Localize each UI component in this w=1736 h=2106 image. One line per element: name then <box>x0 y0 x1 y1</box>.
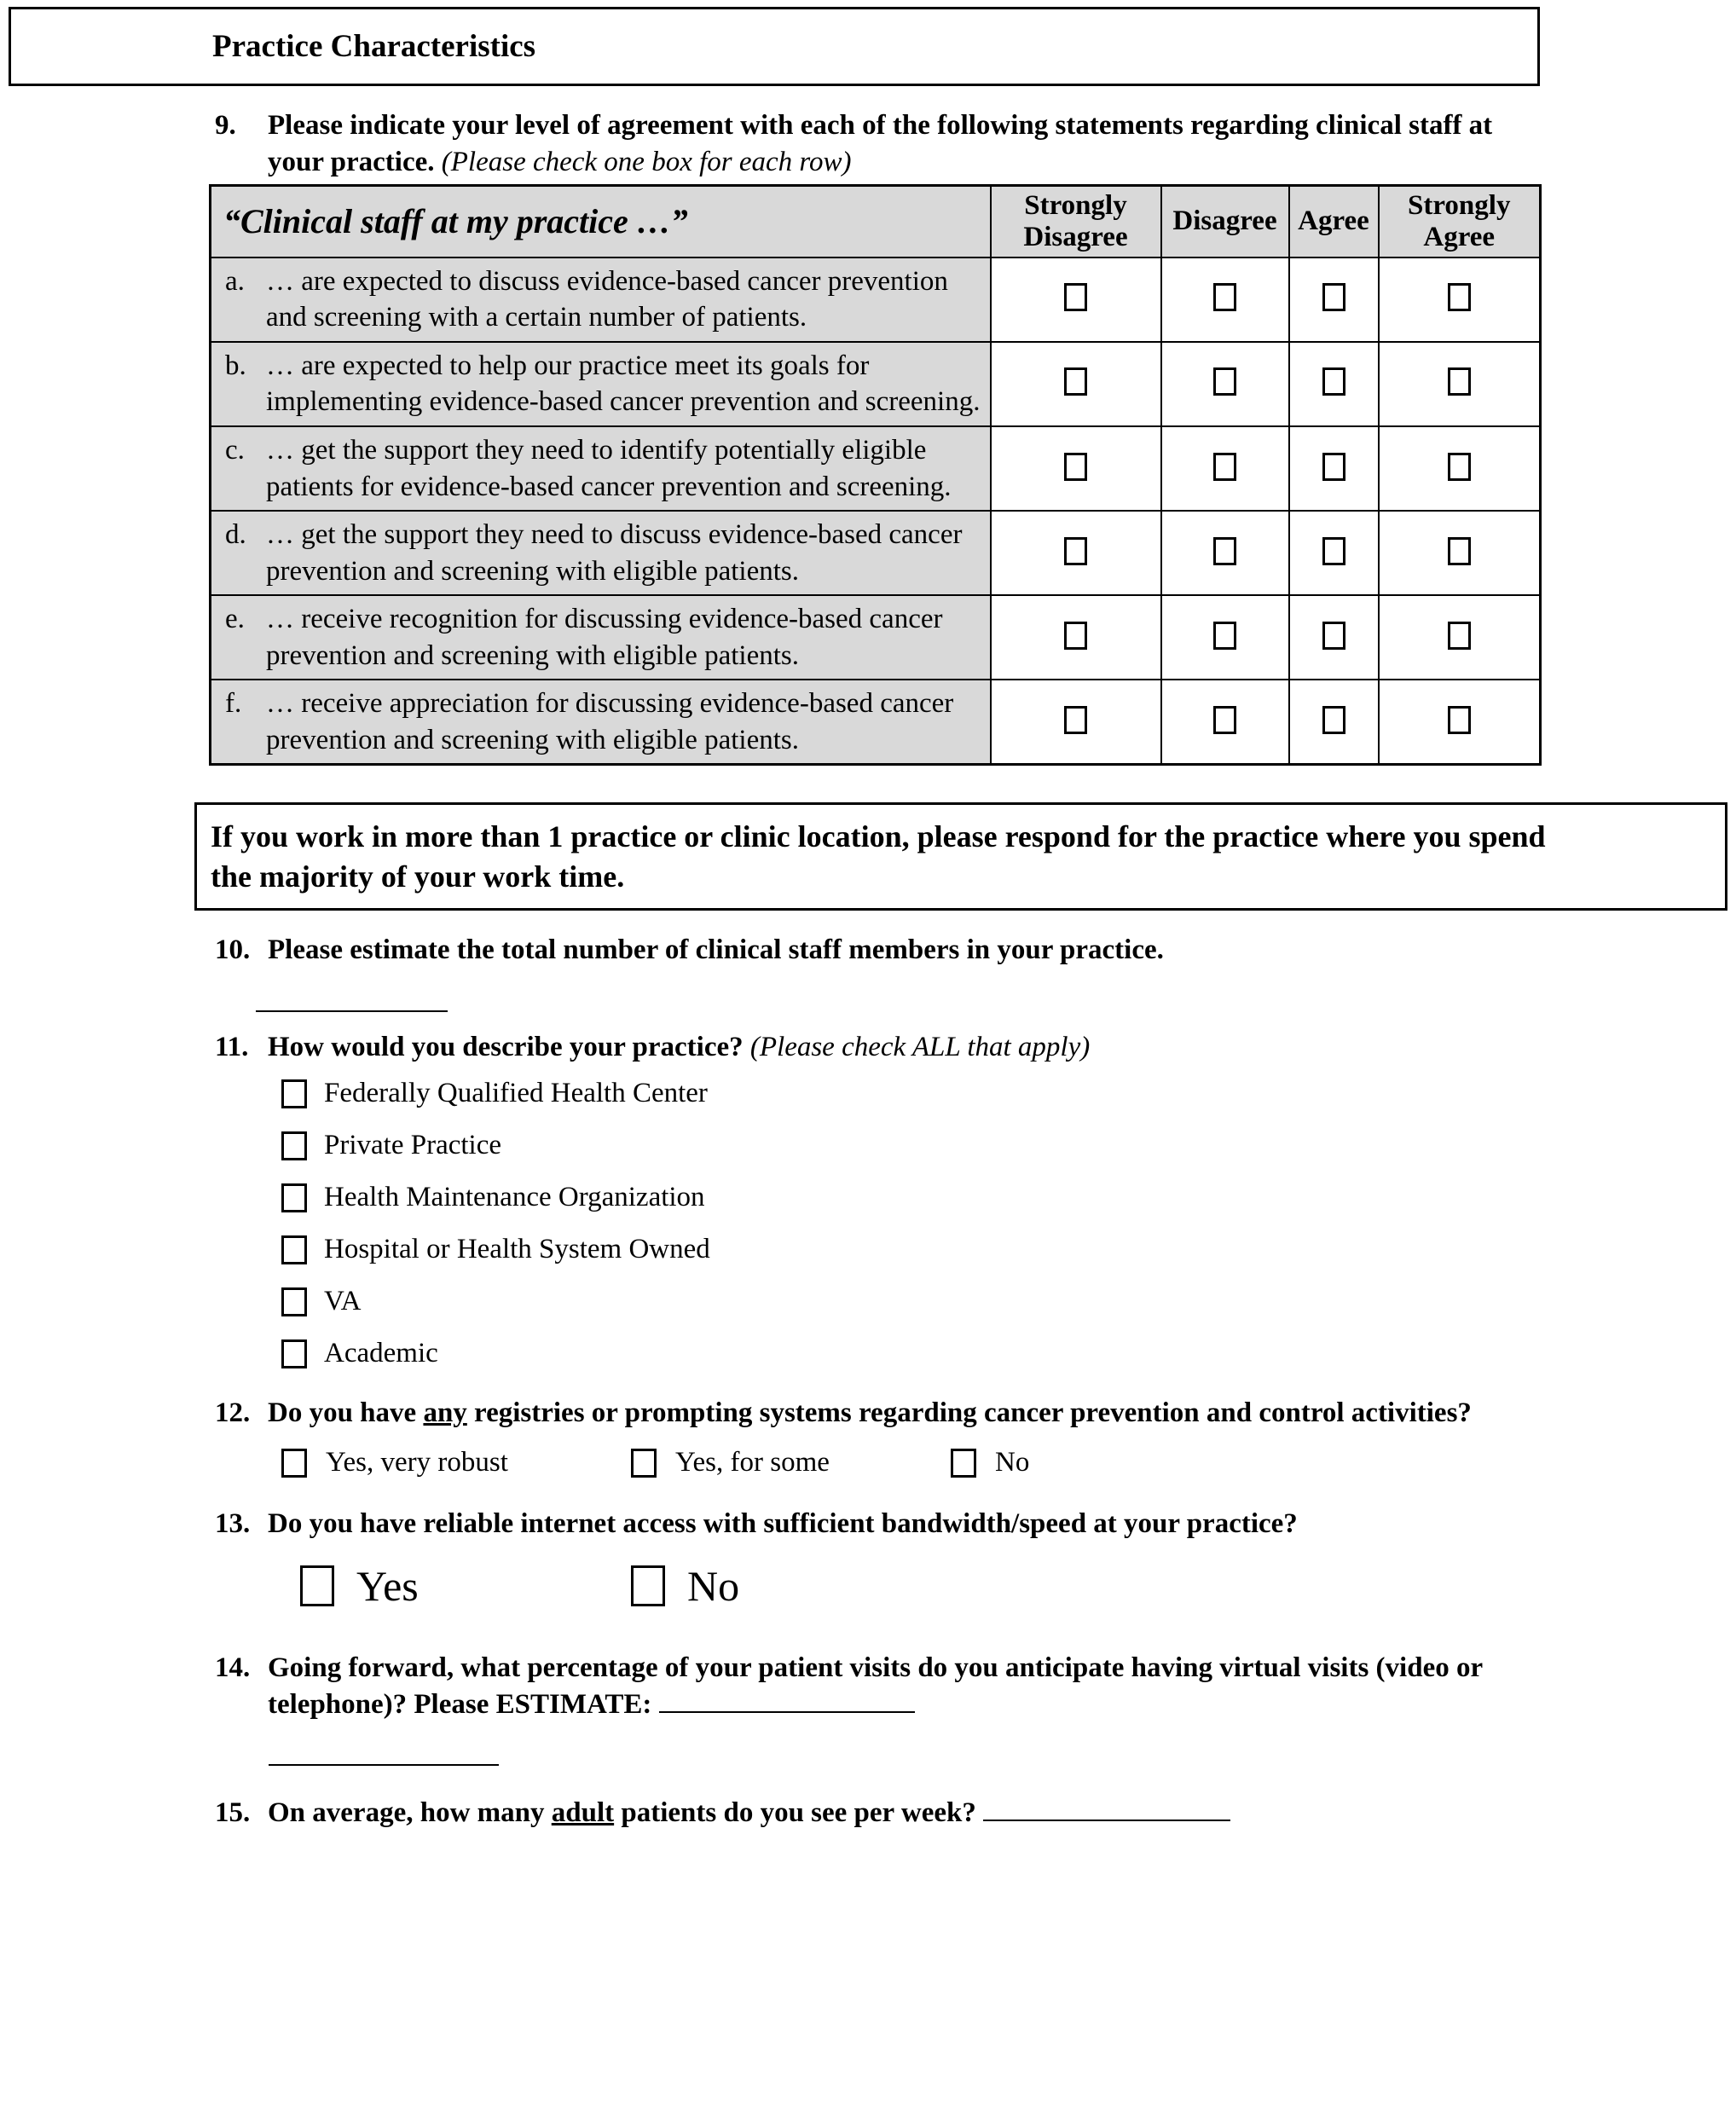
question-15-prompt-post: patients do you see per week? <box>621 1796 976 1828</box>
q14-answer-blank[interactable] <box>269 1740 499 1766</box>
option-label: VA <box>324 1286 362 1317</box>
row-statement: … get the support they need to identify potentially eligible patients for evidence-based cancer prevention and screening. <box>266 434 952 502</box>
cell-disagree <box>1161 342 1289 426</box>
checkbox-strongly-agree[interactable] <box>1448 537 1471 565</box>
row-statement: … are expected to help our practice meet its goals for implementing evidence-based cancer prevention and screening. <box>266 350 981 418</box>
checkbox-strongly-agree[interactable] <box>1448 367 1471 396</box>
option-checkbox[interactable] <box>281 1079 307 1108</box>
column-header-strongly-agree: Strongly Agree <box>1379 185 1541 257</box>
q13-option-row <box>300 1561 1736 1611</box>
note-text: If you work in more than 1 practice or clinic location, please respond for the practice where you spend the majority of your work time. <box>211 819 1546 894</box>
checkbox-strongly-disagree[interactable] <box>1064 537 1087 565</box>
column-header-strongly-disagree: Strongly Disagree <box>991 185 1161 257</box>
row-label: d. <box>225 519 246 551</box>
option-checkbox[interactable] <box>631 1565 665 1606</box>
checkbox-disagree[interactable] <box>1213 367 1236 396</box>
question-14-text <box>268 1650 1548 1723</box>
q15-answer-blank[interactable] <box>983 1796 1230 1821</box>
checkbox-strongly-disagree[interactable] <box>1064 453 1087 481</box>
agreement-table <box>209 184 1542 767</box>
option-yes-very-robust <box>281 1447 631 1478</box>
option-no <box>951 1447 1029 1478</box>
cell-strongly-disagree <box>991 680 1161 765</box>
cell-agree <box>1289 426 1379 511</box>
cell-strongly-agree <box>1379 342 1541 426</box>
cell-agree <box>1289 680 1379 765</box>
option-no <box>631 1561 739 1611</box>
option-checkbox[interactable] <box>281 1131 307 1160</box>
cell-agree <box>1289 595 1379 680</box>
checkbox-agree[interactable] <box>1322 706 1345 734</box>
checkbox-strongly-agree[interactable] <box>1448 706 1471 734</box>
option-checkbox[interactable] <box>281 1235 307 1264</box>
question-9-prompt: Please indicate your level of agreement with each of the following statements regarding clinical staff at your practice. <box>268 110 1493 177</box>
question-15-prompt-underlined: adult <box>551 1796 615 1828</box>
question-9-instruction: (Please check one box for each row) <box>441 146 852 177</box>
cell-strongly-disagree <box>991 257 1161 342</box>
q14-estimate-blank[interactable] <box>659 1687 915 1713</box>
q11-option-list <box>281 1078 1736 1369</box>
statement-cell <box>211 257 991 342</box>
checkbox-disagree[interactable] <box>1213 537 1236 565</box>
question-12-text <box>268 1395 1548 1432</box>
cell-disagree <box>1161 595 1289 680</box>
question-13-number: 13. <box>215 1508 251 1540</box>
option-hospital-or-health-system-owned <box>281 1234 1736 1265</box>
row-statement: … receive recognition for discussing evidence-based cancer prevention and screening with eligible patients. <box>266 604 943 671</box>
option-label: Yes, very robust <box>326 1447 508 1478</box>
option-label: No <box>687 1562 740 1611</box>
option-label: Federally Qualified Health Center <box>324 1078 708 1109</box>
checkbox-strongly-disagree[interactable] <box>1064 367 1087 396</box>
option-checkbox[interactable] <box>281 1339 307 1368</box>
cell-agree <box>1289 342 1379 426</box>
question-9 <box>215 107 1548 181</box>
cell-strongly-disagree <box>991 511 1161 595</box>
statement-cell <box>211 342 991 426</box>
checkbox-strongly-disagree[interactable] <box>1064 283 1087 311</box>
checkbox-disagree[interactable] <box>1213 622 1236 650</box>
option-academic <box>281 1338 1736 1369</box>
question-11-prompt: How would you describe your practice? <box>268 1032 744 1063</box>
option-va <box>281 1286 1736 1317</box>
checkbox-strongly-disagree[interactable] <box>1064 706 1087 734</box>
table-row-d <box>211 511 1541 595</box>
instruction-note-box <box>194 802 1727 910</box>
checkbox-agree[interactable] <box>1322 537 1345 565</box>
option-label: Yes <box>356 1562 419 1611</box>
question-15 <box>215 1795 1548 1831</box>
checkbox-disagree[interactable] <box>1213 283 1236 311</box>
table-row-c <box>211 426 1541 511</box>
table-stem-header: “Clinical staff at my practice …” <box>211 185 991 257</box>
cell-agree <box>1289 511 1379 595</box>
table-row-b <box>211 342 1541 426</box>
column-header-disagree: Disagree <box>1161 185 1289 257</box>
checkbox-strongly-disagree[interactable] <box>1064 622 1087 650</box>
question-9-number: 9. <box>215 110 236 141</box>
option-federally-qualified-health-center <box>281 1078 1736 1109</box>
option-checkbox[interactable] <box>281 1449 307 1478</box>
option-checkbox[interactable] <box>281 1183 307 1212</box>
table-row-a <box>211 257 1541 342</box>
checkbox-agree[interactable] <box>1322 283 1345 311</box>
checkbox-disagree[interactable] <box>1213 453 1236 481</box>
q12-option-row <box>281 1447 1736 1478</box>
question-15-prompt-pre: On average, how many <box>268 1796 545 1828</box>
statement-cell <box>211 511 991 595</box>
option-label: Hospital or Health System Owned <box>324 1234 710 1265</box>
question-14-number: 14. <box>215 1652 251 1684</box>
table-header-row <box>211 185 1541 257</box>
q10-answer-blank[interactable] <box>256 986 448 1012</box>
option-label: Academic <box>324 1338 438 1369</box>
option-checkbox[interactable] <box>951 1449 976 1478</box>
option-checkbox[interactable] <box>300 1565 334 1606</box>
row-label: c. <box>225 434 245 466</box>
question-11-number: 11. <box>215 1032 249 1063</box>
question-9-text <box>268 107 1548 181</box>
question-15-number: 15. <box>215 1796 251 1828</box>
option-checkbox[interactable] <box>631 1449 657 1478</box>
checkbox-agree[interactable] <box>1322 367 1345 396</box>
option-yes <box>300 1561 631 1611</box>
cell-strongly-agree <box>1379 426 1541 511</box>
question-10-prompt: Please estimate the total number of clinical staff members in your practice. <box>268 934 1164 965</box>
question-12-prompt-post: registries or prompting systems regarding cancer prevention and control activities? <box>474 1397 1472 1429</box>
cell-disagree <box>1161 257 1289 342</box>
option-label: Yes, for some <box>675 1447 830 1478</box>
table-row-f <box>211 680 1541 765</box>
cell-strongly-agree <box>1379 511 1541 595</box>
question-12-prompt-underlined: any <box>423 1397 467 1429</box>
question-11 <box>215 1029 1548 1066</box>
cell-disagree <box>1161 680 1289 765</box>
option-label: No <box>995 1447 1030 1478</box>
cell-disagree <box>1161 511 1289 595</box>
checkbox-strongly-agree[interactable] <box>1448 283 1471 311</box>
section-title: Practice Characteristics <box>212 29 536 64</box>
cell-strongly-disagree <box>991 426 1161 511</box>
checkbox-disagree[interactable] <box>1213 706 1236 734</box>
column-header-agree: Agree <box>1289 185 1379 257</box>
row-label: b. <box>225 350 246 381</box>
cell-strongly-disagree <box>991 342 1161 426</box>
statement-cell <box>211 680 991 765</box>
checkbox-strongly-agree[interactable] <box>1448 622 1471 650</box>
row-label: e. <box>225 604 245 635</box>
question-10-number: 10. <box>215 934 251 965</box>
question-14 <box>215 1650 1548 1723</box>
cell-disagree <box>1161 426 1289 511</box>
question-13-text <box>268 1506 1548 1542</box>
question-10-text <box>268 932 1548 969</box>
option-label: Private Practice <box>324 1130 501 1161</box>
section-header-box <box>9 7 1540 86</box>
option-private-practice <box>281 1130 1736 1161</box>
question-12 <box>215 1395 1548 1432</box>
cell-strongly-disagree <box>991 595 1161 680</box>
row-statement: … receive appreciation for discussing evidence-based cancer prevention and screening with eligible patients. <box>266 688 954 755</box>
option-health-maintenance-organization <box>281 1182 1736 1213</box>
question-15-text <box>268 1795 1548 1831</box>
cell-strongly-agree <box>1379 257 1541 342</box>
table-row-e <box>211 595 1541 680</box>
row-label: a. <box>225 265 245 297</box>
row-statement: … are expected to discuss evidence-based cancer prevention and screening with a certain number of patients. <box>266 265 948 333</box>
statement-cell <box>211 426 991 511</box>
checkbox-agree[interactable] <box>1322 622 1345 650</box>
question-11-text <box>268 1029 1548 1066</box>
question-14-prompt: Going forward, what percentage of your patient visits do you anticipate having virtual visits (video or telephone)? Please ESTIMATE: <box>268 1652 1483 1721</box>
cell-strongly-agree <box>1379 595 1541 680</box>
row-label: f. <box>225 688 242 720</box>
option-checkbox[interactable] <box>281 1287 307 1316</box>
cell-strongly-agree <box>1379 680 1541 765</box>
checkbox-strongly-agree[interactable] <box>1448 453 1471 481</box>
row-statement: … get the support they need to discuss evidence-based cancer prevention and screening with eligible patients. <box>266 519 963 587</box>
question-11-instruction: (Please check ALL that apply) <box>749 1032 1091 1063</box>
statement-cell <box>211 595 991 680</box>
checkbox-agree[interactable] <box>1322 453 1345 481</box>
question-13 <box>215 1506 1548 1542</box>
question-10 <box>215 932 1548 969</box>
cell-agree <box>1289 257 1379 342</box>
question-12-number: 12. <box>215 1397 251 1429</box>
question-12-prompt-pre: Do you have <box>268 1397 417 1429</box>
option-label: Health Maintenance Organization <box>324 1182 705 1213</box>
option-yes-for-some <box>631 1447 951 1478</box>
question-13-prompt: Do you have reliable internet access with sufficient bandwidth/speed at your practice? <box>268 1508 1298 1540</box>
